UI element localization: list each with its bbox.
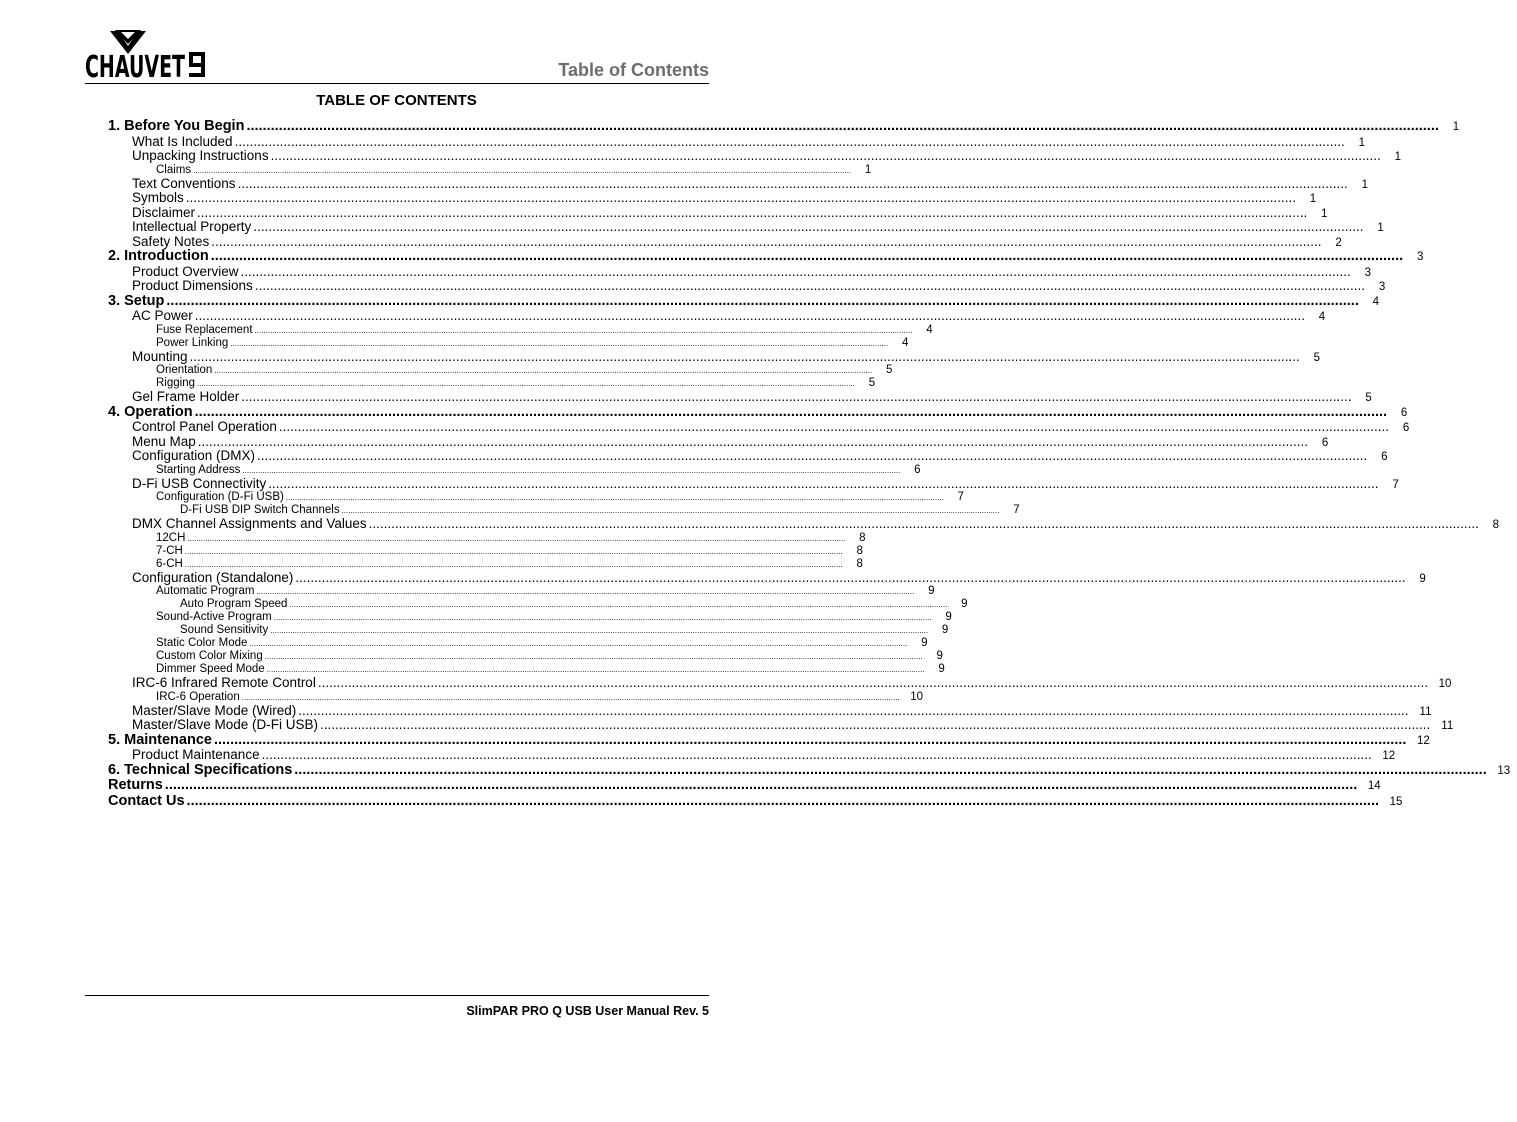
toc-leader-dots	[318, 676, 1428, 691]
toc-entry[interactable]	[108, 516, 1500, 532]
toc-entry-label: Unpacking Instructions	[132, 148, 269, 163]
toc-entry-page-number: 8	[856, 544, 863, 557]
toc-entry[interactable]	[108, 163, 872, 177]
toc-leader-dots	[262, 748, 1372, 763]
toc-entry-page-number: 2	[1335, 236, 1342, 249]
document-title: TABLE OF CONTENTS	[316, 92, 477, 109]
toc-entry[interactable]	[108, 491, 964, 504]
page-header	[85, 30, 709, 84]
toc-entry-page-number: 12	[1417, 734, 1430, 747]
toc-leader-dots	[242, 464, 900, 477]
toc-leader-dots	[257, 449, 1367, 464]
toc-entry-page-number: 1	[1321, 207, 1328, 220]
toc-entry-label: Orientation	[156, 364, 213, 376]
toc-entry-label: Intellectual Property	[132, 219, 252, 234]
toc-entry-label: Text Conventions	[132, 175, 236, 191]
toc-entry[interactable]	[108, 717, 1454, 733]
chauvet-dj-logo	[85, 30, 215, 85]
toc-entry-page-number: 9	[938, 663, 945, 675]
toc-leader-dots	[320, 718, 1430, 733]
toc-entry[interactable]	[108, 475, 1399, 492]
toc-entry-label: Returns	[108, 777, 163, 793]
toc-leader-dots	[241, 265, 1351, 280]
toc-entry-page-number: 1	[1452, 121, 1460, 133]
toc-leader-dots	[255, 279, 1365, 294]
toc-entry-page-number: 5	[1313, 351, 1320, 364]
toc-entry[interactable]	[108, 419, 1410, 435]
toc-leader-dots	[214, 364, 872, 377]
toc-leader-dots	[211, 249, 1403, 265]
toc-leader-dots	[246, 119, 1438, 135]
toc-entry[interactable]	[108, 650, 943, 663]
toc-entry[interactable]	[108, 731, 1430, 749]
toc-leader-dots	[238, 177, 1348, 192]
toc-entry-page-number: 4	[901, 336, 909, 349]
toc-entry[interactable]	[108, 364, 893, 377]
toc-entry-label: Automatic Program	[156, 585, 255, 597]
toc-entry[interactable]	[108, 323, 933, 337]
toc-entry[interactable]	[108, 263, 1371, 280]
toc-entry-label: 6. Technical Specifications	[108, 761, 293, 778]
toc-entry[interactable]	[108, 747, 1396, 763]
toc-entry-label: Mounting	[132, 348, 188, 364]
toc-entry[interactable]	[108, 598, 968, 611]
toc-leader-dots	[271, 149, 1381, 164]
toc-entry[interactable]	[108, 219, 1384, 235]
toc-entry-label: D-Fi USB DIP Switch Channels	[180, 504, 340, 516]
toc-entry-page-number: 6	[1321, 436, 1329, 449]
toc-entry-label: Product Overview	[132, 263, 239, 279]
toc-entry-page-number: 9	[961, 598, 968, 610]
toc-leader-dots	[295, 571, 1405, 586]
toc-entry-page-number: 6	[914, 463, 921, 476]
toc-entry[interactable]	[108, 637, 928, 650]
toc-leader-dots	[369, 517, 1479, 532]
toc-entry[interactable]	[108, 585, 935, 598]
toc-entry-page-number: 11	[1419, 705, 1432, 718]
header-title: Table of Contents	[558, 60, 709, 80]
toc-entry-page-number: 9	[921, 637, 928, 649]
toc-entry-label: 7-CH	[156, 544, 183, 557]
toc-entry[interactable]	[108, 389, 1372, 405]
toc-entry[interactable]	[108, 448, 1388, 464]
toc-entry[interactable]	[108, 675, 1452, 691]
toc-leader-dots	[190, 350, 1300, 365]
toc-entry-page-number: 9	[945, 611, 952, 623]
toc-entry-label: Rigging	[156, 377, 195, 389]
toc-entry-page-number: 1	[1358, 136, 1365, 149]
toc-entry-page-number: 7	[1392, 478, 1399, 491]
toc-entry[interactable]	[108, 175, 1368, 192]
toc-entry-label: Master/Slave Mode (D-Fi USB)	[132, 717, 319, 732]
toc-leader-dots	[265, 650, 923, 663]
toc-entry[interactable]	[108, 118, 1460, 135]
toc-entry[interactable]	[108, 308, 1326, 324]
toc-entry-label: Power Linking	[156, 336, 229, 349]
toc-entry-label: Dimmer Speed Mode	[156, 663, 265, 675]
toc-entry-label: IRC-6 Operation	[156, 690, 240, 703]
toc-entry[interactable]	[108, 433, 1329, 450]
toc-entry-label: Claims	[156, 163, 192, 176]
toc-entry-page-number: 6	[1381, 451, 1388, 463]
toc-entry[interactable]	[108, 777, 1381, 794]
toc-entry-page-number: 12	[1382, 750, 1396, 762]
toc-entry-label: Sound Sensitivity	[180, 624, 269, 636]
toc-leader-dots	[195, 405, 1387, 421]
toc-entry-label: D-Fi USB Connectivity	[132, 475, 267, 491]
toc-entry-page-number: 10	[1438, 678, 1452, 690]
toc-entry-label: 12CH	[156, 531, 186, 544]
toc-leader-dots	[294, 763, 1486, 779]
toc-entry[interactable]	[108, 569, 1426, 586]
toc-entry-label: Master/Slave Mode (Wired)	[132, 702, 297, 718]
footer-text: SlimPAR PRO Q USB User Manual Rev. 5	[466, 1004, 709, 1018]
toc-entry-label: 4. Operation	[108, 403, 193, 420]
toc-entry-label: Symbols	[132, 190, 184, 205]
toc-entry-page-number: 1	[1309, 193, 1317, 205]
toc-entry[interactable]	[108, 248, 1424, 265]
toc-entry[interactable]	[108, 133, 1365, 150]
toc-entry-page-number: 1	[1361, 178, 1368, 191]
toc-entry-label: Contact Us	[108, 792, 185, 809]
toc-leader-dots	[185, 558, 843, 571]
toc-leader-dots	[242, 691, 900, 704]
toc-entry[interactable]	[108, 190, 1317, 206]
toc-entry-label: 6-CH	[156, 557, 183, 570]
toc-entry-label: What Is Included	[132, 133, 233, 149]
toc-entry-page-number: 9	[941, 624, 949, 636]
toc-entry[interactable]	[108, 761, 1511, 779]
toc-entry-page-number: 1	[1377, 222, 1384, 234]
toc-entry-label: Disclaimer	[132, 204, 196, 220]
toc-entry-page-number: 14	[1367, 780, 1381, 792]
toc-entry-label: 2. Introduction	[108, 248, 209, 264]
toc-entry-page-number: 3	[1364, 266, 1371, 279]
toc-entry[interactable]	[108, 792, 1403, 810]
toc-entry[interactable]	[108, 531, 866, 545]
toc-entry-page-number: 9	[1419, 572, 1426, 585]
toc-entry-page-number: 7	[957, 491, 964, 503]
toc-leader-dots	[166, 294, 1358, 310]
footer-rule	[85, 995, 709, 996]
toc-entry-page-number: 3	[1378, 281, 1386, 293]
header-rule	[85, 83, 709, 84]
toc-leader-dots	[186, 191, 1296, 206]
toc-entry[interactable]	[108, 702, 1432, 719]
toc-entry[interactable]	[108, 463, 921, 477]
toc-leader-dots	[230, 337, 888, 350]
toc-entry-page-number: 3	[1416, 251, 1424, 263]
toc-leader-dots	[185, 545, 843, 558]
toc-entry-page-number: 11	[1441, 720, 1454, 732]
toc-leader-dots	[256, 585, 914, 598]
toc-leader-dots	[270, 624, 928, 637]
toc-entry-page-number: 5	[868, 377, 876, 389]
toc-entry[interactable]	[108, 233, 1342, 250]
toc-entry[interactable]	[108, 544, 863, 558]
toc-entry[interactable]	[108, 148, 1401, 164]
toc-leader-dots	[255, 324, 913, 337]
toc-leader-dots	[289, 598, 947, 611]
toc-leader-dots	[214, 733, 1406, 749]
toc-entry-page-number: 6	[1402, 422, 1410, 434]
toc-entry-label: Configuration (Standalone)	[132, 569, 294, 585]
toc-entry-label: Fuse Replacement	[156, 323, 253, 336]
toc-entry-label: Gel Frame Holder	[132, 389, 240, 404]
toc-entry-label: AC Power	[132, 308, 193, 323]
toc-leader-dots	[187, 794, 1379, 810]
toc-entry-page-number: 9	[936, 650, 943, 662]
toc-entry-page-number: 4	[1318, 311, 1326, 323]
toc-leader-dots	[197, 206, 1307, 221]
toc-leader-dots	[279, 420, 1389, 435]
toc-entry-page-number: 1	[1394, 151, 1401, 163]
toc-entry[interactable]	[108, 624, 949, 637]
toc-entry[interactable]	[108, 278, 1386, 294]
toc-entry-label: Auto Program Speed	[180, 598, 288, 610]
toc-leader-dots	[298, 704, 1408, 719]
toc-leader-dots	[193, 164, 851, 177]
toc-entry-label: Safety Notes	[132, 233, 210, 249]
toc-entry[interactable]	[108, 292, 1380, 310]
svg-text:CHAUVET: CHAUVET	[85, 50, 186, 85]
toc-entry-label: Custom Color Mixing	[156, 650, 263, 662]
toc-entry-label: Sound-Active Program	[156, 611, 272, 623]
toc-entry-label: Control Panel Operation	[132, 419, 277, 434]
toc-leader-dots	[198, 435, 1308, 450]
toc-leader-dots	[211, 235, 1321, 250]
toc-entry-label: Menu Map	[132, 433, 196, 449]
toc-leader-dots	[187, 532, 845, 545]
toc-leader-dots	[286, 491, 944, 504]
toc-leader-dots	[274, 611, 932, 624]
table-of-contents	[108, 118, 1511, 809]
toc-entry-label: 5. Maintenance	[108, 731, 212, 748]
toc-entry[interactable]	[108, 403, 1408, 421]
toc-entry-page-number: 4	[1372, 295, 1380, 308]
toc-leader-dots	[249, 637, 907, 650]
toc-entry[interactable]	[108, 348, 1320, 365]
toc-entry-label: 3. Setup	[108, 292, 165, 309]
toc-entry-label: Starting Address	[156, 463, 241, 476]
toc-entry-label: Product Maintenance	[132, 747, 260, 762]
toc-entry[interactable]	[108, 557, 863, 571]
toc-entry-label: Configuration (D-Fi USB)	[156, 491, 284, 503]
toc-leader-dots	[268, 477, 1378, 492]
toc-leader-dots	[165, 778, 1357, 794]
toc-entry-label: Product Dimensions	[132, 278, 253, 293]
toc-entry-page-number: 13	[1497, 764, 1511, 777]
toc-leader-dots	[241, 390, 1351, 405]
toc-leader-dots	[253, 220, 1363, 235]
toc-entry-page-number: 8	[859, 531, 866, 544]
toc-entry-page-number: 6	[1400, 406, 1408, 419]
toc-entry[interactable]	[108, 204, 1328, 221]
toc-entry[interactable]	[108, 611, 952, 624]
toc-entry-page-number: 4	[926, 323, 933, 336]
toc-entry-page-number: 8	[1492, 519, 1500, 531]
toc-entry-label: Static Color Mode	[156, 637, 248, 649]
toc-entry-label: Configuration (DMX)	[132, 448, 256, 463]
toc-entry-page-number: 10	[910, 690, 924, 703]
toc-entry-page-number: 1	[864, 163, 872, 176]
toc-entry-page-number: 9	[928, 585, 935, 597]
toc-entry-label: IRC-6 Infrared Remote Control	[132, 675, 316, 690]
toc-leader-dots	[235, 135, 1345, 150]
toc-entry-page-number: 5	[885, 364, 893, 376]
toc-entry-label: DMX Channel Assignments and Values	[132, 516, 367, 531]
toc-entry-page-number: 8	[856, 557, 863, 570]
toc-entry-page-number: 5	[1365, 392, 1372, 404]
toc-entry-page-number: 7	[1013, 504, 1020, 516]
toc-entry[interactable]	[108, 690, 924, 704]
toc-leader-dots	[195, 309, 1305, 324]
toc-entry[interactable]	[108, 336, 909, 350]
toc-entry-page-number: 15	[1389, 795, 1403, 808]
toc-entry-label: 1. Before You Begin	[108, 118, 245, 134]
